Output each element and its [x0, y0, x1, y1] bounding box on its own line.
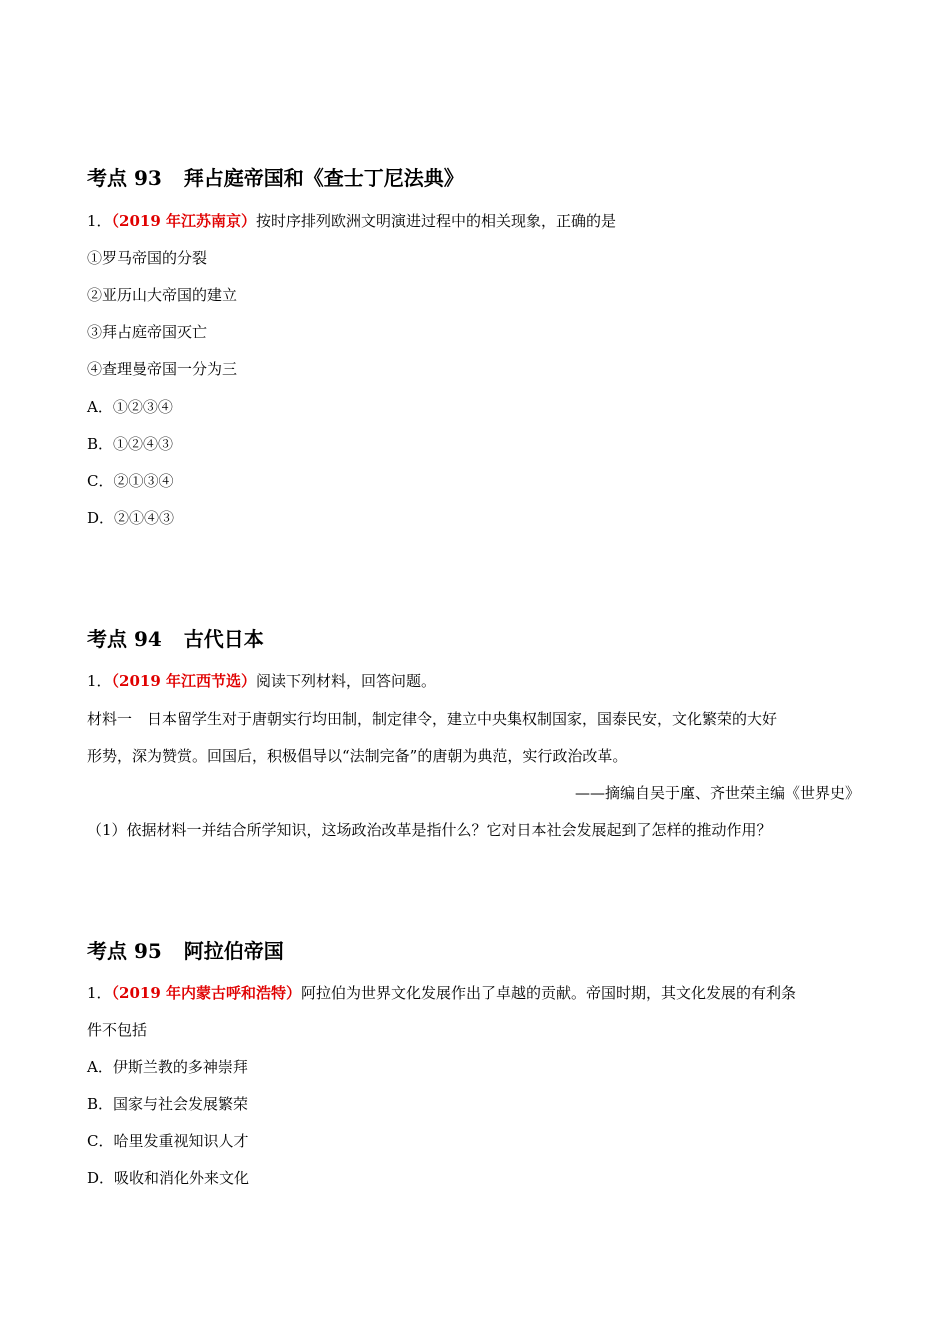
- q93-stem: [87, 210, 616, 231]
- section-94-number: 考点 94: [87, 627, 162, 651]
- q93-option-d: D．②①④③: [87, 509, 175, 527]
- q93-item-3: ③拜占庭帝国灭亡: [87, 323, 208, 341]
- q95-option-d: D．吸收和消化外来文化: [87, 1169, 250, 1187]
- q93-index: 1．: [87, 212, 112, 230]
- q95-option-b: B．国家与社会发展繁荣: [87, 1095, 249, 1113]
- q93-source: （2019 年江苏南京）: [111, 212, 257, 230]
- q94-index: 1．: [87, 672, 112, 690]
- q93-option-b: B．①②④③: [87, 435, 174, 453]
- q93-item-4: ④查理曼帝国一分为三: [87, 360, 238, 378]
- q94-sub-question: （1）依据材料一并结合所学知识，这场政治改革是指什么？它对日本社会发展起到了怎样的推动作用？: [87, 821, 772, 839]
- q95-option-a: A．伊斯兰教的多神崇拜: [87, 1058, 248, 1076]
- q93-item-1: ①罗马帝国的分裂: [87, 249, 208, 267]
- q95-source: （2019 年内蒙古呼和浩特）: [111, 984, 302, 1002]
- q94-material-line-2: 形势，深为赞赏。回国后，积极倡导以“法制完备”的唐朝为典范，实行政治改革。: [87, 747, 628, 765]
- q95-stem-line-1: [87, 982, 796, 1003]
- section-93-number: 考点 93: [87, 166, 162, 190]
- q94-source: （2019 年江西节选）: [111, 672, 257, 690]
- q94-stem: [87, 670, 436, 691]
- q94-stem-text: 阅读下列材料，回答问题。: [256, 672, 437, 690]
- q94-citation: ——摘编自吴于廑、齐世荣主编《世界史》: [574, 784, 860, 802]
- q94-material-line-1: 材料一 日本留学生对于唐朝实行均田制，制定律令，建立中央集权制国家，国泰民安，文化繁荣的大好: [87, 710, 778, 728]
- q95-index: 1．: [87, 984, 112, 1002]
- q93-item-2: ②亚历山大帝国的建立: [87, 286, 238, 304]
- q93-option-c: C．②①③④: [87, 472, 174, 490]
- section-95-name: 阿拉伯帝国: [183, 939, 284, 963]
- section-95-heading: [87, 935, 284, 964]
- q93-option-a: A．①②③④: [87, 398, 173, 416]
- q95-option-c: C．哈里发重视知识人才: [87, 1132, 249, 1150]
- section-94-heading: [87, 623, 264, 652]
- section-93-heading: [87, 162, 464, 191]
- section-94-name: 古代日本: [183, 627, 264, 651]
- q95-stem-text: 阿拉伯为世界文化发展作出了卓越的贡献。帝国时期，其文化发展的有利条: [301, 984, 797, 1002]
- section-95-number: 考点 95: [87, 939, 162, 963]
- q93-stem-text: 按时序排列欧洲文明演进过程中的相关现象，正确的是: [256, 212, 617, 230]
- section-93-name: 拜占庭帝国和《查士丁尼法典》: [183, 166, 464, 190]
- q95-stem-line-2: 件不包括: [87, 1021, 148, 1039]
